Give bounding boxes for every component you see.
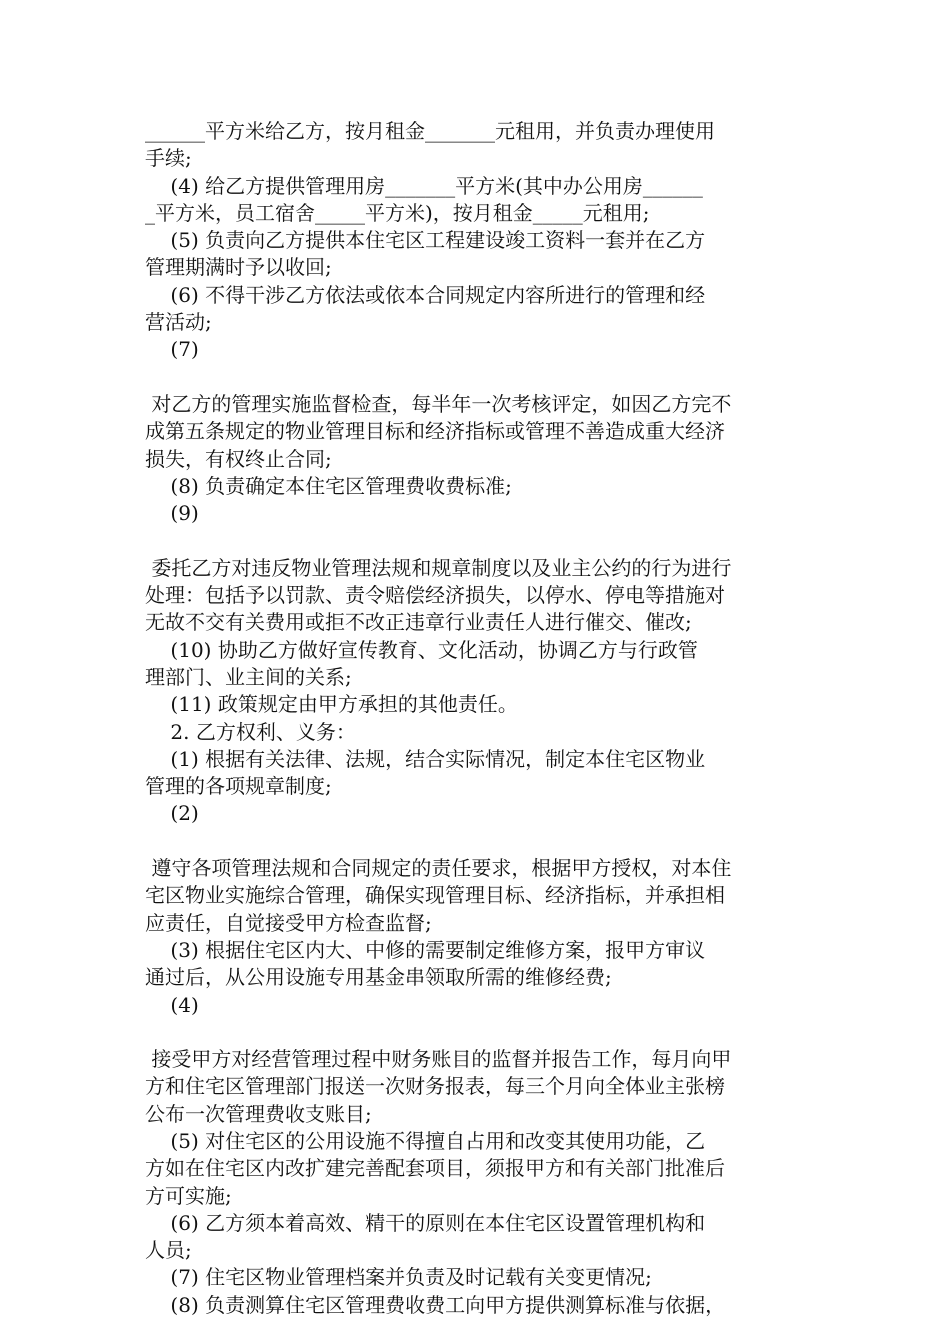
text-line: 遵守各项管理法规和合同规定的责任要求，根据甲方授权，对本住 (145, 856, 732, 881)
text-line: 手续; (145, 146, 192, 171)
text-line: 公布一次管理费收支账目; (145, 1101, 372, 1126)
text-line: 营活动; (145, 310, 212, 335)
text-line: 接受甲方对经营管理过程中财务账目的监督并报告工作，每月向甲 (145, 1047, 732, 1072)
text-line: 无故不交有关费用或拒不改正违章行业责任人进行催交、催改; (145, 610, 692, 635)
text-line: (7) 住宅区物业管理档案并负责及时记载有关变更情况; (145, 1265, 652, 1290)
document-body (145, 118, 810, 1319)
text-line: (4) (145, 992, 199, 1017)
text-line: (6) 不得干涉乙方依法或依本合同规定内容所进行的管理和经 (145, 282, 706, 307)
text-line: 委托乙方对违反物业管理法规和规章制度以及业主公约的行为进行 (145, 555, 732, 580)
blank-line (145, 1019, 810, 1046)
text-line: 方如在住宅区内改扩建完善配套项目，须报甲方和有关部门批准后 (145, 1156, 725, 1181)
text-line: 管理的各项规章制度; (145, 774, 332, 799)
text-line: (9) (145, 501, 199, 526)
text-line: 2. 乙方权利、义务： (145, 719, 356, 744)
text-line: 管理期满时予以收回; (145, 255, 332, 280)
text-line: 人员; (145, 1238, 192, 1263)
blank-line (145, 527, 810, 554)
text-line: (5) 对住宅区的公用设施不得擅自占用和改变其使用功能，乙 (145, 1128, 706, 1153)
text-line: 通过后，从公用设施专用基金串领取所需的维修经费; (145, 965, 612, 990)
text-line: (8) 负责确定本住宅区管理费收费标准; (145, 473, 512, 498)
text-line: ______平方米给乙方，按月租金_______元租用，并负责办理使用 (145, 119, 715, 143)
text-line: (5) 负责向乙方提供本住宅区工程建设竣工资料一套并在乙方 (145, 228, 706, 253)
text-line: 处理：包括予以罚款、责令赔偿经济损失，以停水、停电等措施对 (145, 583, 725, 608)
text-line: 损失，有权终止合同; (145, 446, 332, 471)
text-line: (3) 根据住宅区内大、中修的需要制定维修方案，报甲方审议 (145, 937, 706, 962)
text-line: 理部门、业主间的关系; (145, 664, 352, 689)
text-line: (10) 协助乙方做好宣传教育、文化活动，协调乙方与行政管 (145, 637, 698, 662)
text-line: 成第五条规定的物业管理目标和经济指标或管理不善造成重大经济 (145, 419, 725, 444)
text-line: 宅区物业实施综合管理，确保实现管理目标、经济指标，并承担相 (145, 883, 725, 908)
blank-line (145, 828, 810, 855)
text-line: (8) 负责测算住宅区管理费收费工向甲方提供测算标准与依据， (145, 1292, 726, 1317)
text-line: (2) (145, 801, 199, 826)
text-line: (7) (145, 337, 199, 362)
text-line: 对乙方的管理实施监督检查，每半年一次考核评定，如因乙方完不 (145, 391, 732, 416)
text-line: 方和住宅区管理部门报送一次财务报表，每三个月向全体业主张榜 (145, 1074, 725, 1099)
text-line: (4) 给乙方提供管理用房_______平方米(其中办公用房______ (145, 173, 703, 198)
text-line: 方可实施; (145, 1183, 232, 1208)
text-line: _平方米，员工宿舍_____平方米)，按月租金_____元租用; (145, 200, 650, 225)
text-line: (11) 政策规定由甲方承担的其他责任。 (145, 692, 518, 717)
text-line: (1) 根据有关法律、法规，结合实际情况，制定本住宅区物业 (145, 746, 706, 771)
blank-line (145, 364, 810, 391)
text-line: (6) 乙方须本着高效、精干的原则在本住宅区设置管理机构和 (145, 1210, 706, 1235)
text-line: 应责任，自觉接受甲方检查监督; (145, 910, 432, 935)
